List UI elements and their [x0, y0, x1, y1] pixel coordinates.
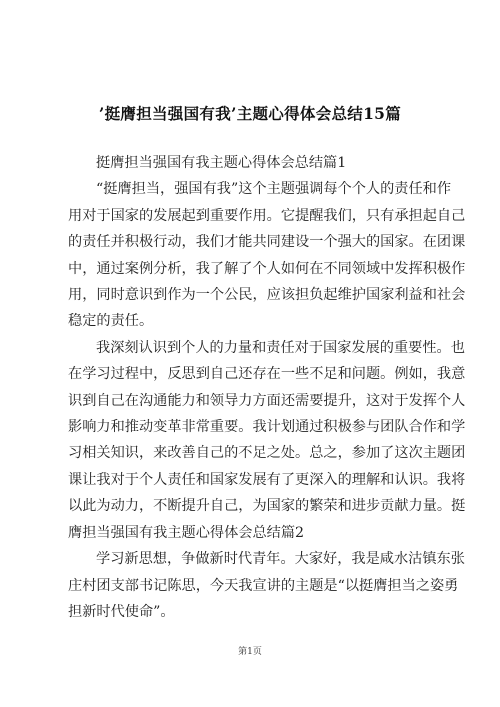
- body-line: 的责任并积极行动，我们才能共同建设一个强大的国家。在团课: [68, 234, 466, 251]
- body-line: 影响力和推动变革非常重要。我计划通过积极参与团队合作和学: [68, 419, 466, 436]
- body-line: 习相关知识，来改善自己的不足之处。总之，参加了这次主题团: [68, 445, 466, 462]
- body-line: 担新时代使命”。: [68, 603, 175, 620]
- body-line: 庄村团支部书记陈思，今天我宣讲的主题是“以挺膺担当之姿勇: [68, 577, 459, 594]
- body-line: 以此为动力，不断提升自己，为国家的繁荣和进步贡献力量。挺: [68, 498, 466, 515]
- document-body: [68, 150, 466, 625]
- body-line: 稳定的责任。: [68, 313, 154, 330]
- body-line: “挺膺担当，强国有我”这个主题强调每个个人的责任和作: [96, 181, 452, 198]
- body-line: 课让我对于个人责任和国家发展有了更深入的理解和认识。我将: [68, 471, 466, 488]
- page-number: 第1页: [238, 647, 262, 657]
- body-line: 用，同时意识到作为一个公民，应该担负起维护国家利益和社会: [68, 287, 466, 304]
- section-heading-1: 挺膺担当强国有我主题心得体会总结篇1: [96, 155, 347, 171]
- body-line: 中，通过案例分析，我了解了个人如何在不同领域中发挥积极作: [68, 260, 466, 277]
- section-heading-2: 膺担当强国有我主题心得体会总结篇2: [68, 524, 305, 541]
- body-line: 我深刻认识到个人的力量和责任对于国家发展的重要性。也: [96, 339, 465, 356]
- body-line: 学习新思想，争做新时代青年。大家好，我是咸水沽镇东张: [96, 551, 465, 568]
- body-line: 识到自己在沟通能力和领导力方面还需要提升，这对于发挥个人: [68, 392, 466, 409]
- document-title: ’挺膺担当强国有我’主题心得体会总结15篇: [98, 104, 402, 123]
- body-line: 用对于国家的发展起到重要作用。它提醒我们，只有承担起自己: [68, 207, 466, 224]
- body-line: 在学习过程中，反思到自己还存在一些不足和问题。例如，我意: [68, 366, 466, 383]
